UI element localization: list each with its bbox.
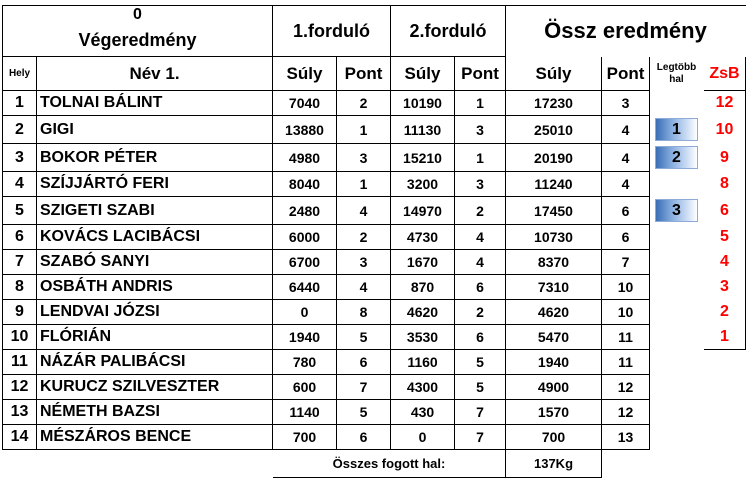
hely-cell: 5 [3, 197, 37, 225]
table-row [3, 275, 746, 300]
round2-points-cell: 6 [455, 275, 506, 300]
total-points-cell: 7 [602, 250, 650, 275]
most-fish-rank-badge: 3 [655, 199, 698, 222]
total-points-cell: 10 [602, 300, 650, 325]
round1-points-cell: 2 [337, 225, 391, 250]
zsb-cell: 12 [704, 91, 746, 116]
round1-points-cell: 2 [337, 91, 391, 116]
hely-cell: 14 [3, 425, 37, 450]
results-table [2, 5, 746, 478]
hely-cell: 3 [3, 144, 37, 172]
most-fish-cell [650, 172, 704, 197]
zsb-cell [704, 425, 746, 450]
round2-weight-cell: 10190 [391, 91, 455, 116]
round1-weight-cell: 700 [273, 425, 337, 450]
round1-weight-cell: 13880 [273, 116, 337, 144]
round1-weight-cell: 2480 [273, 197, 337, 225]
col-nev: Név 1. [37, 57, 273, 91]
round1-weight-cell: 4980 [273, 144, 337, 172]
round2-points-cell: 6 [455, 325, 506, 350]
hely-cell: 7 [3, 250, 37, 275]
name-cell: OSBÁTH ANDRIS [37, 275, 273, 300]
round1-weight-cell: 8040 [273, 172, 337, 197]
round1-weight-cell: 0 [273, 300, 337, 325]
most-fish-cell [650, 197, 704, 225]
col-legtobb [650, 57, 704, 91]
footer-row [3, 450, 746, 478]
round2-points-cell: 7 [455, 400, 506, 425]
hely-cell: 13 [3, 400, 37, 425]
total-points-cell: 12 [602, 400, 650, 425]
table-row [3, 425, 746, 450]
round2-weight-cell: 4620 [391, 300, 455, 325]
name-cell: SZIGETI SZABI [37, 197, 273, 225]
most-fish-cell [650, 375, 704, 400]
round2-points-cell: 5 [455, 375, 506, 400]
table-row [3, 300, 746, 325]
col-pont-total: Pont [602, 57, 650, 91]
most-fish-rank-badge: 2 [655, 146, 698, 169]
total-weight-cell: 10730 [506, 225, 602, 250]
table-row [3, 172, 746, 197]
total-points-cell: 11 [602, 325, 650, 350]
table-row [3, 350, 746, 375]
round1-points-cell: 5 [337, 400, 391, 425]
total-header: Össz eredmény [506, 6, 746, 57]
round1-points-cell: 6 [337, 425, 391, 450]
total-points-cell: 4 [602, 144, 650, 172]
hely-cell: 4 [3, 172, 37, 197]
round1-points-cell: 1 [337, 172, 391, 197]
zsb-cell [704, 375, 746, 400]
name-cell: FLÓRIÁN [37, 325, 273, 350]
most-fish-cell [650, 275, 704, 300]
name-cell: GIGI [37, 116, 273, 144]
round1-points-cell: 1 [337, 116, 391, 144]
total-weight-cell: 17450 [506, 197, 602, 225]
round2-weight-cell: 15210 [391, 144, 455, 172]
zsb-cell [704, 400, 746, 425]
zsb-cell: 3 [704, 275, 746, 300]
total-points-cell: 6 [602, 197, 650, 225]
total-weight-cell: 11240 [506, 172, 602, 197]
round1-weight-cell: 780 [273, 350, 337, 375]
table-row [3, 144, 746, 172]
zsb-cell: 4 [704, 250, 746, 275]
total-points-cell: 11 [602, 350, 650, 375]
total-weight-cell: 5470 [506, 325, 602, 350]
round2-points-cell: 4 [455, 250, 506, 275]
most-fish-cell [650, 325, 704, 350]
col-pont1: Pont [337, 57, 391, 91]
hely-cell: 2 [3, 116, 37, 144]
round2-points-cell: 3 [455, 172, 506, 197]
round1-weight-cell: 6000 [273, 225, 337, 250]
total-weight-cell: 4900 [506, 375, 602, 400]
name-cell: LENDVAI JÓZSI [37, 300, 273, 325]
round1-weight-cell: 6700 [273, 250, 337, 275]
total-points-cell: 4 [602, 172, 650, 197]
total-weight-cell: 8370 [506, 250, 602, 275]
round2-weight-cell: 1670 [391, 250, 455, 275]
zsb-cell: 8 [704, 172, 746, 197]
name-cell: KOVÁCS LACIBÁCSI [37, 225, 273, 250]
page-title: Végeredmény [3, 25, 273, 57]
total-points-cell: 13 [602, 425, 650, 450]
col-pont2: Pont [455, 57, 506, 91]
round1-points-cell: 5 [337, 325, 391, 350]
total-weight-cell: 20190 [506, 144, 602, 172]
hely-cell: 10 [3, 325, 37, 350]
table-row [3, 225, 746, 250]
total-weight-cell: 700 [506, 425, 602, 450]
round2-header: 2.forduló [391, 6, 506, 57]
hely-cell: 11 [3, 350, 37, 375]
round1-weight-cell: 600 [273, 375, 337, 400]
zsb-cell [704, 350, 746, 375]
table-row [3, 400, 746, 425]
round1-weight-cell: 6440 [273, 275, 337, 300]
most-fish-cell [650, 350, 704, 375]
zsb-cell: 2 [704, 300, 746, 325]
zsb-cell: 5 [704, 225, 746, 250]
total-fish-value: 137Kg [506, 450, 602, 478]
col-suly-total: Súly [506, 57, 602, 91]
hely-cell: 9 [3, 300, 37, 325]
table-row [3, 250, 746, 275]
table-row [3, 116, 746, 144]
round1-points-cell: 6 [337, 350, 391, 375]
table-row [3, 325, 746, 350]
hely-cell: 12 [3, 375, 37, 400]
total-points-cell: 12 [602, 375, 650, 400]
zsb-cell: 6 [704, 197, 746, 225]
col-suly1: Súly [273, 57, 337, 91]
total-weight-cell: 25010 [506, 116, 602, 144]
round2-points-cell: 3 [455, 116, 506, 144]
most-fish-cell [650, 300, 704, 325]
round1-points-cell: 8 [337, 300, 391, 325]
round1-weight-cell: 1140 [273, 400, 337, 425]
hely-cell: 1 [3, 91, 37, 116]
most-fish-cell [650, 225, 704, 250]
total-points-cell: 3 [602, 91, 650, 116]
table-row [3, 375, 746, 400]
most-fish-cell [650, 91, 704, 116]
zsb-cell: 1 [704, 325, 746, 350]
round2-points-cell: 7 [455, 425, 506, 450]
name-cell: MÉSZÁROS BENCE [37, 425, 273, 450]
round2-weight-cell: 0 [391, 425, 455, 450]
round2-weight-cell: 3530 [391, 325, 455, 350]
round2-weight-cell: 11130 [391, 116, 455, 144]
zsb-cell: 10 [704, 116, 746, 144]
hely-cell: 6 [3, 225, 37, 250]
total-fish-label: Összes fogott hal: [273, 450, 506, 478]
total-points-cell: 4 [602, 116, 650, 144]
round1-points-cell: 4 [337, 275, 391, 300]
table-row [3, 91, 746, 116]
most-fish-cell [650, 425, 704, 450]
round1-weight-cell: 7040 [273, 91, 337, 116]
most-fish-cell [650, 144, 704, 172]
total-weight-cell: 4620 [506, 300, 602, 325]
name-cell: KURUCZ SZILVESZTER [37, 375, 273, 400]
round2-points-cell: 2 [455, 300, 506, 325]
name-cell: BOKOR PÉTER [37, 144, 273, 172]
round1-points-cell: 7 [337, 375, 391, 400]
round1-points-cell: 3 [337, 250, 391, 275]
name-cell: SZABÓ SANYI [37, 250, 273, 275]
round1-points-cell: 3 [337, 144, 391, 172]
round2-weight-cell: 4300 [391, 375, 455, 400]
total-weight-cell: 7310 [506, 275, 602, 300]
round2-weight-cell: 14970 [391, 197, 455, 225]
most-fish-cell [650, 116, 704, 144]
total-points-cell: 10 [602, 275, 650, 300]
round2-points-cell: 2 [455, 197, 506, 225]
most-fish-cell [650, 250, 704, 275]
round2-points-cell: 5 [455, 350, 506, 375]
name-cell: SZÍJJÁRTÓ FERI [37, 172, 273, 197]
total-weight-cell: 17230 [506, 91, 602, 116]
col-suly2: Súly [391, 57, 455, 91]
round2-points-cell: 1 [455, 91, 506, 116]
total-weight-cell: 1570 [506, 400, 602, 425]
name-cell: NÉMETH BAZSI [37, 400, 273, 425]
round2-weight-cell: 3200 [391, 172, 455, 197]
col-zsb: ZsB [704, 57, 746, 91]
most-fish-rank-badge: 1 [655, 118, 698, 141]
round2-weight-cell: 4730 [391, 225, 455, 250]
round1-header: 1.forduló [273, 6, 391, 57]
round2-weight-cell: 430 [391, 400, 455, 425]
hely-cell: 8 [3, 275, 37, 300]
col-hely: Hely [3, 57, 37, 91]
name-cell: NÁZÁR PALIBÁCSI [37, 350, 273, 375]
round1-weight-cell: 1940 [273, 325, 337, 350]
round2-points-cell: 4 [455, 225, 506, 250]
round-number: 0 [3, 6, 273, 25]
total-points-cell: 6 [602, 225, 650, 250]
round1-points-cell: 4 [337, 197, 391, 225]
round2-weight-cell: 870 [391, 275, 455, 300]
col-legtobb-label: Legtöbb hal [656, 61, 697, 85]
most-fish-cell [650, 400, 704, 425]
round2-points-cell: 1 [455, 144, 506, 172]
total-weight-cell: 1940 [506, 350, 602, 375]
round2-weight-cell: 1160 [391, 350, 455, 375]
name-cell: TOLNAI BÁLINT [37, 91, 273, 116]
zsb-cell: 9 [704, 144, 746, 172]
table-row [3, 197, 746, 225]
